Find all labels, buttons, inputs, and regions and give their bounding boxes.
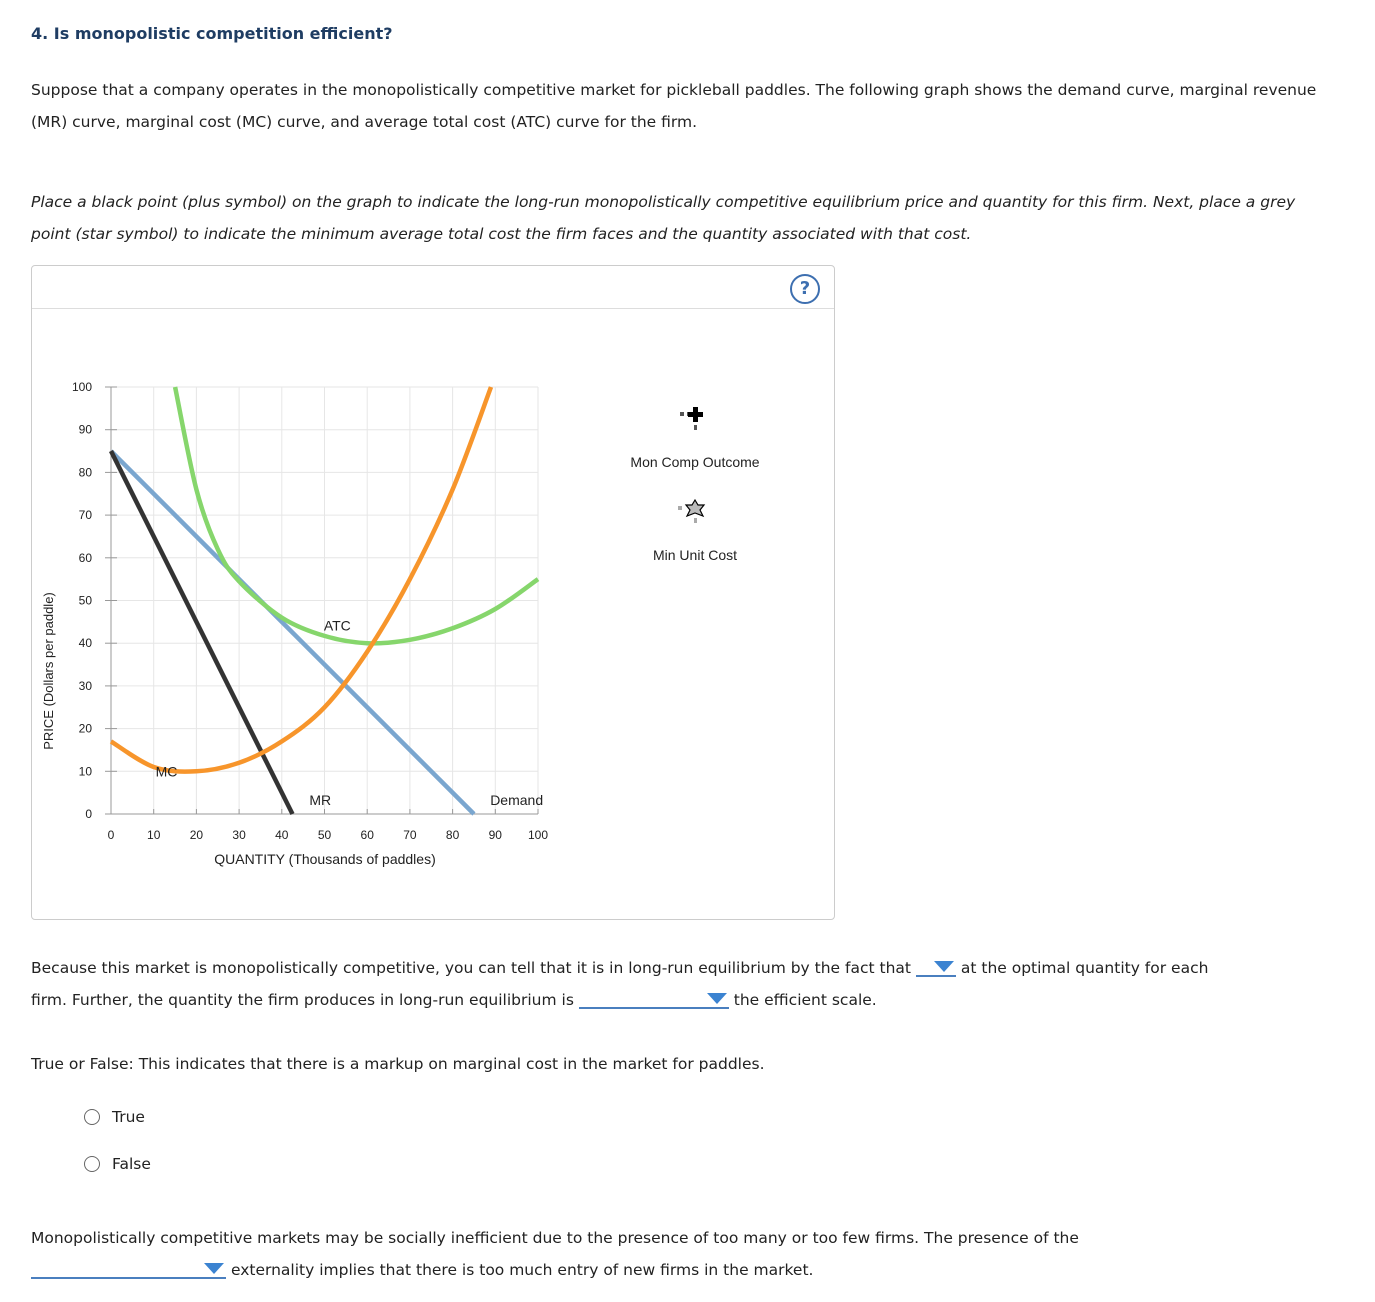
y-tick-label: 10 (78, 764, 92, 779)
help-icon[interactable]: ? (790, 274, 820, 304)
radio-label: False (112, 1155, 151, 1173)
star-point-tool[interactable] (678, 499, 710, 529)
chevron-down-icon (707, 993, 727, 1004)
graph-panel (31, 265, 835, 920)
plus-marker-square (680, 412, 684, 416)
mc-curve (111, 387, 491, 772)
x-tick-label: 50 (317, 828, 332, 842)
x-tick-label: 90 (488, 828, 502, 842)
chevron-down-icon (204, 1263, 224, 1274)
x-axis-label: QUANTITY (Thousands of paddles) (214, 851, 436, 867)
y-tick-label: 60 (78, 550, 92, 565)
palette-label-min-unit-cost: Min Unit Cost (652, 547, 738, 563)
graph-instructions: Place a black point (plus symbol) on the graph to indicate the long-run monopolistically competitive equilibrium price and quantity for this firm. Next, place a grey point (star symbol) to indicate the minimum average total cost the firm faces and the quantity associated with that cost. (31, 193, 1296, 243)
x-tick-label: 100 (527, 828, 549, 842)
q1-text-d: the efficient scale. (733, 991, 877, 1009)
plus-point-tool[interactable] (680, 406, 710, 436)
y-tick-label: 80 (78, 465, 92, 480)
chart-area[interactable] (32, 266, 834, 919)
palette-label-mon-comp: Mon Comp Outcome (630, 454, 760, 470)
q3-paragraph-line2 (31, 1254, 1331, 1286)
y-tick-label: 0 (85, 807, 92, 821)
star-marker-square (694, 518, 697, 523)
q1-paragraph-line2 (31, 984, 1331, 1016)
q3-dropdown[interactable] (31, 1257, 226, 1279)
q1-text-b: at the optimal quantity for each (960, 959, 1209, 977)
x-tick-label: 40 (275, 828, 289, 842)
y-tick-label: 90 (78, 422, 92, 437)
demand-curve (111, 451, 474, 814)
chevron-down-icon (934, 961, 954, 972)
demand-label: Demand (490, 792, 544, 808)
radio-option-true[interactable] (84, 1108, 145, 1126)
y-tick-label: 100 (71, 380, 92, 394)
x-tick-label: 0 (107, 828, 115, 842)
radio-label: True (112, 1108, 145, 1126)
q3-text-b: externality implies that there is too much entry of new firms in the market. (230, 1261, 814, 1279)
x-tick-label: 10 (147, 828, 161, 842)
mr-label: MR (309, 792, 332, 808)
q3-paragraph (31, 1222, 1331, 1254)
radio-option-false[interactable] (84, 1155, 151, 1173)
q1-text-a: Because this market is monopolistically competitive, you can tell that it is in long-run equilibrium by the fact that (31, 959, 911, 977)
x-tick-label: 80 (445, 828, 460, 842)
q1-paragraph (31, 952, 1331, 984)
question-title: 4. Is monopolistic competition efficient? (31, 24, 393, 43)
q1-dropdown-2[interactable] (579, 987, 729, 1009)
question-intro: Suppose that a company operates in the monopolistically competitive market for pickleball paddles. The following graph shows the demand curve, marginal revenue (MR) curve, marginal cost (MC) curve, and average total cost (ATC) curve for the firm. (31, 81, 1317, 131)
q3-text-a: Monopolistically competitive markets may be socially inefficient due to the presence of too many or too few firms. The presence of the (31, 1229, 1079, 1247)
q1-dropdown-1[interactable] (916, 955, 956, 977)
radio-button[interactable] (84, 1156, 100, 1172)
y-tick-label: 50 (78, 593, 92, 608)
q2-question: True or False: This indicates that there is a markup on marginal cost in the market for paddles. (31, 1055, 765, 1073)
star-marker-square (678, 506, 682, 510)
x-tick-label: 60 (360, 828, 374, 842)
x-tick-label: 70 (403, 828, 417, 842)
mc-label: MC (155, 763, 178, 780)
y-tick-label: 70 (78, 508, 92, 523)
x-tick-label: 20 (189, 828, 204, 842)
q1-text-c: firm. Further, the quantity the firm produces in long-run equilibrium is (31, 991, 574, 1009)
y-axis-label: PRICE (Dollars per paddle) (41, 592, 56, 750)
radio-button[interactable] (84, 1109, 100, 1125)
y-tick-label: 30 (78, 678, 92, 693)
atc-label: ATC (323, 617, 351, 634)
x-tick-label: 30 (232, 828, 246, 842)
plus-marker-square (694, 425, 697, 430)
y-tick-label: 40 (78, 636, 92, 651)
y-tick-label: 20 (78, 721, 92, 736)
